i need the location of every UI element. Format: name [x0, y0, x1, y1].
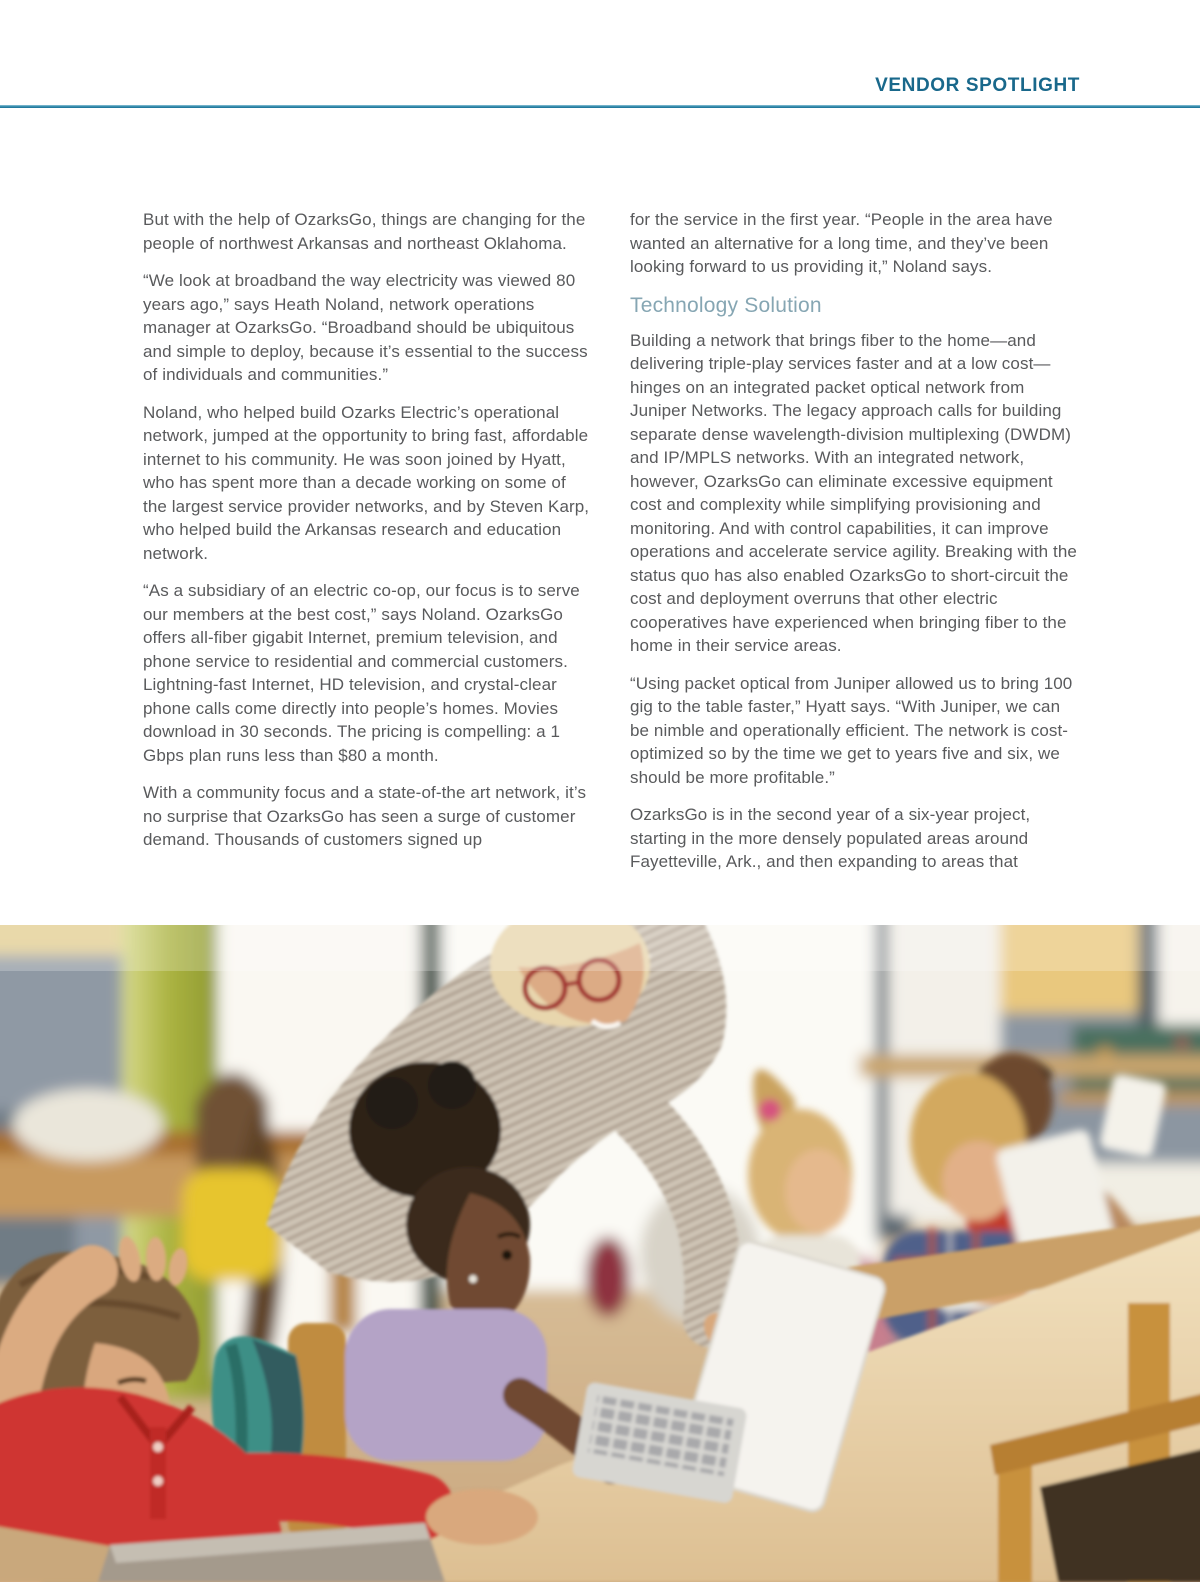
classroom-photo	[0, 925, 1200, 1582]
paragraph: Building a network that brings fiber to the home—and delivering triple-play services faster and at a low cost—hinges on an integrated packet optical network from Juniper Networks. The legacy approach calls for building separate dense wavelength-division multiplexing (DWDM) and IP/MPLS networks. With an integrated network, however, OzarksGo can eliminate excessive equipment cost and complexity while simplifying provisioning and monitoring. And with control capabilities, it can improve operations and accelerate service agility. Breaking with the status quo has also enabled OzarksGo to short-circuit the cost and deployment overruns that other electric cooperatives have experienced when bringing fiber to the home in their service areas.	[630, 330, 1077, 655]
paragraph: But with the help of OzarksGo, things are changing for the people of northwest Arkansas and northeast Oklahoma.	[143, 210, 586, 253]
paragraph: OzarksGo is in the second year of a six-year project, starting in the more densely populated areas around Fayetteville, Ark., and then expanding to areas that	[630, 805, 1031, 871]
paragraph: “We look at broadband the way electricity was viewed 80 years ago,” says Heath Noland, network operations manager at OzarksGo. “Broadband should be ubiquitous and simple to deploy, because it’s essential to the success of individuals and communities.”	[143, 271, 588, 384]
page-title: VENDOR SPOTLIGHT	[875, 75, 1080, 96]
header-rule	[0, 105, 1200, 108]
classroom-photo-illustration	[0, 925, 1200, 1582]
paragraph: “As a subsidiary of an electric co-op, our focus is to serve our members at the best cost,” says Noland. OzarksGo offers all-fiber gigabit Internet, premium television, and phone service to residential and commercial customers. Lightning-fast Internet, HD television, and crystal-clear phone calls come directly into people’s homes. Movies download in 30 seconds. The pricing is compelling: a 1 Gbps plan runs less than $80 a month.	[143, 581, 580, 765]
right-column	[630, 208, 1082, 888]
left-column	[143, 208, 591, 866]
paragraph: for the service in the first year. “People in the area have wanted an alternative for a long time, and they’ve been looking forward to us providing it,” Noland says.	[630, 210, 1053, 276]
paragraph: Noland, who helped build Ozarks Electric’s operational network, jumped at the opportunity to bring fast, affordable internet to his community. He was soon joined by Hyatt, who has spent more than a decade working on some of the largest service provider networks, and by Steven Karp, who helped build the Arkansas research and education network.	[143, 402, 590, 563]
section-heading-technology-solution: Technology Solution	[630, 293, 822, 317]
light-wash	[0, 925, 1200, 971]
paragraph: With a community focus and a state-of-the art network, it’s no surprise that OzarksGo has seen a surge of customer demand. Thousands of customers signed up	[143, 783, 587, 849]
paragraph: “Using packet optical from Juniper allowed us to bring 100 gig to the table faster,” Hyatt says. “With Juniper, we can be nimble and operationally efficient. The network is cost-optimized so by the time we get to years five and six, we should be more profitable.”	[630, 673, 1073, 787]
